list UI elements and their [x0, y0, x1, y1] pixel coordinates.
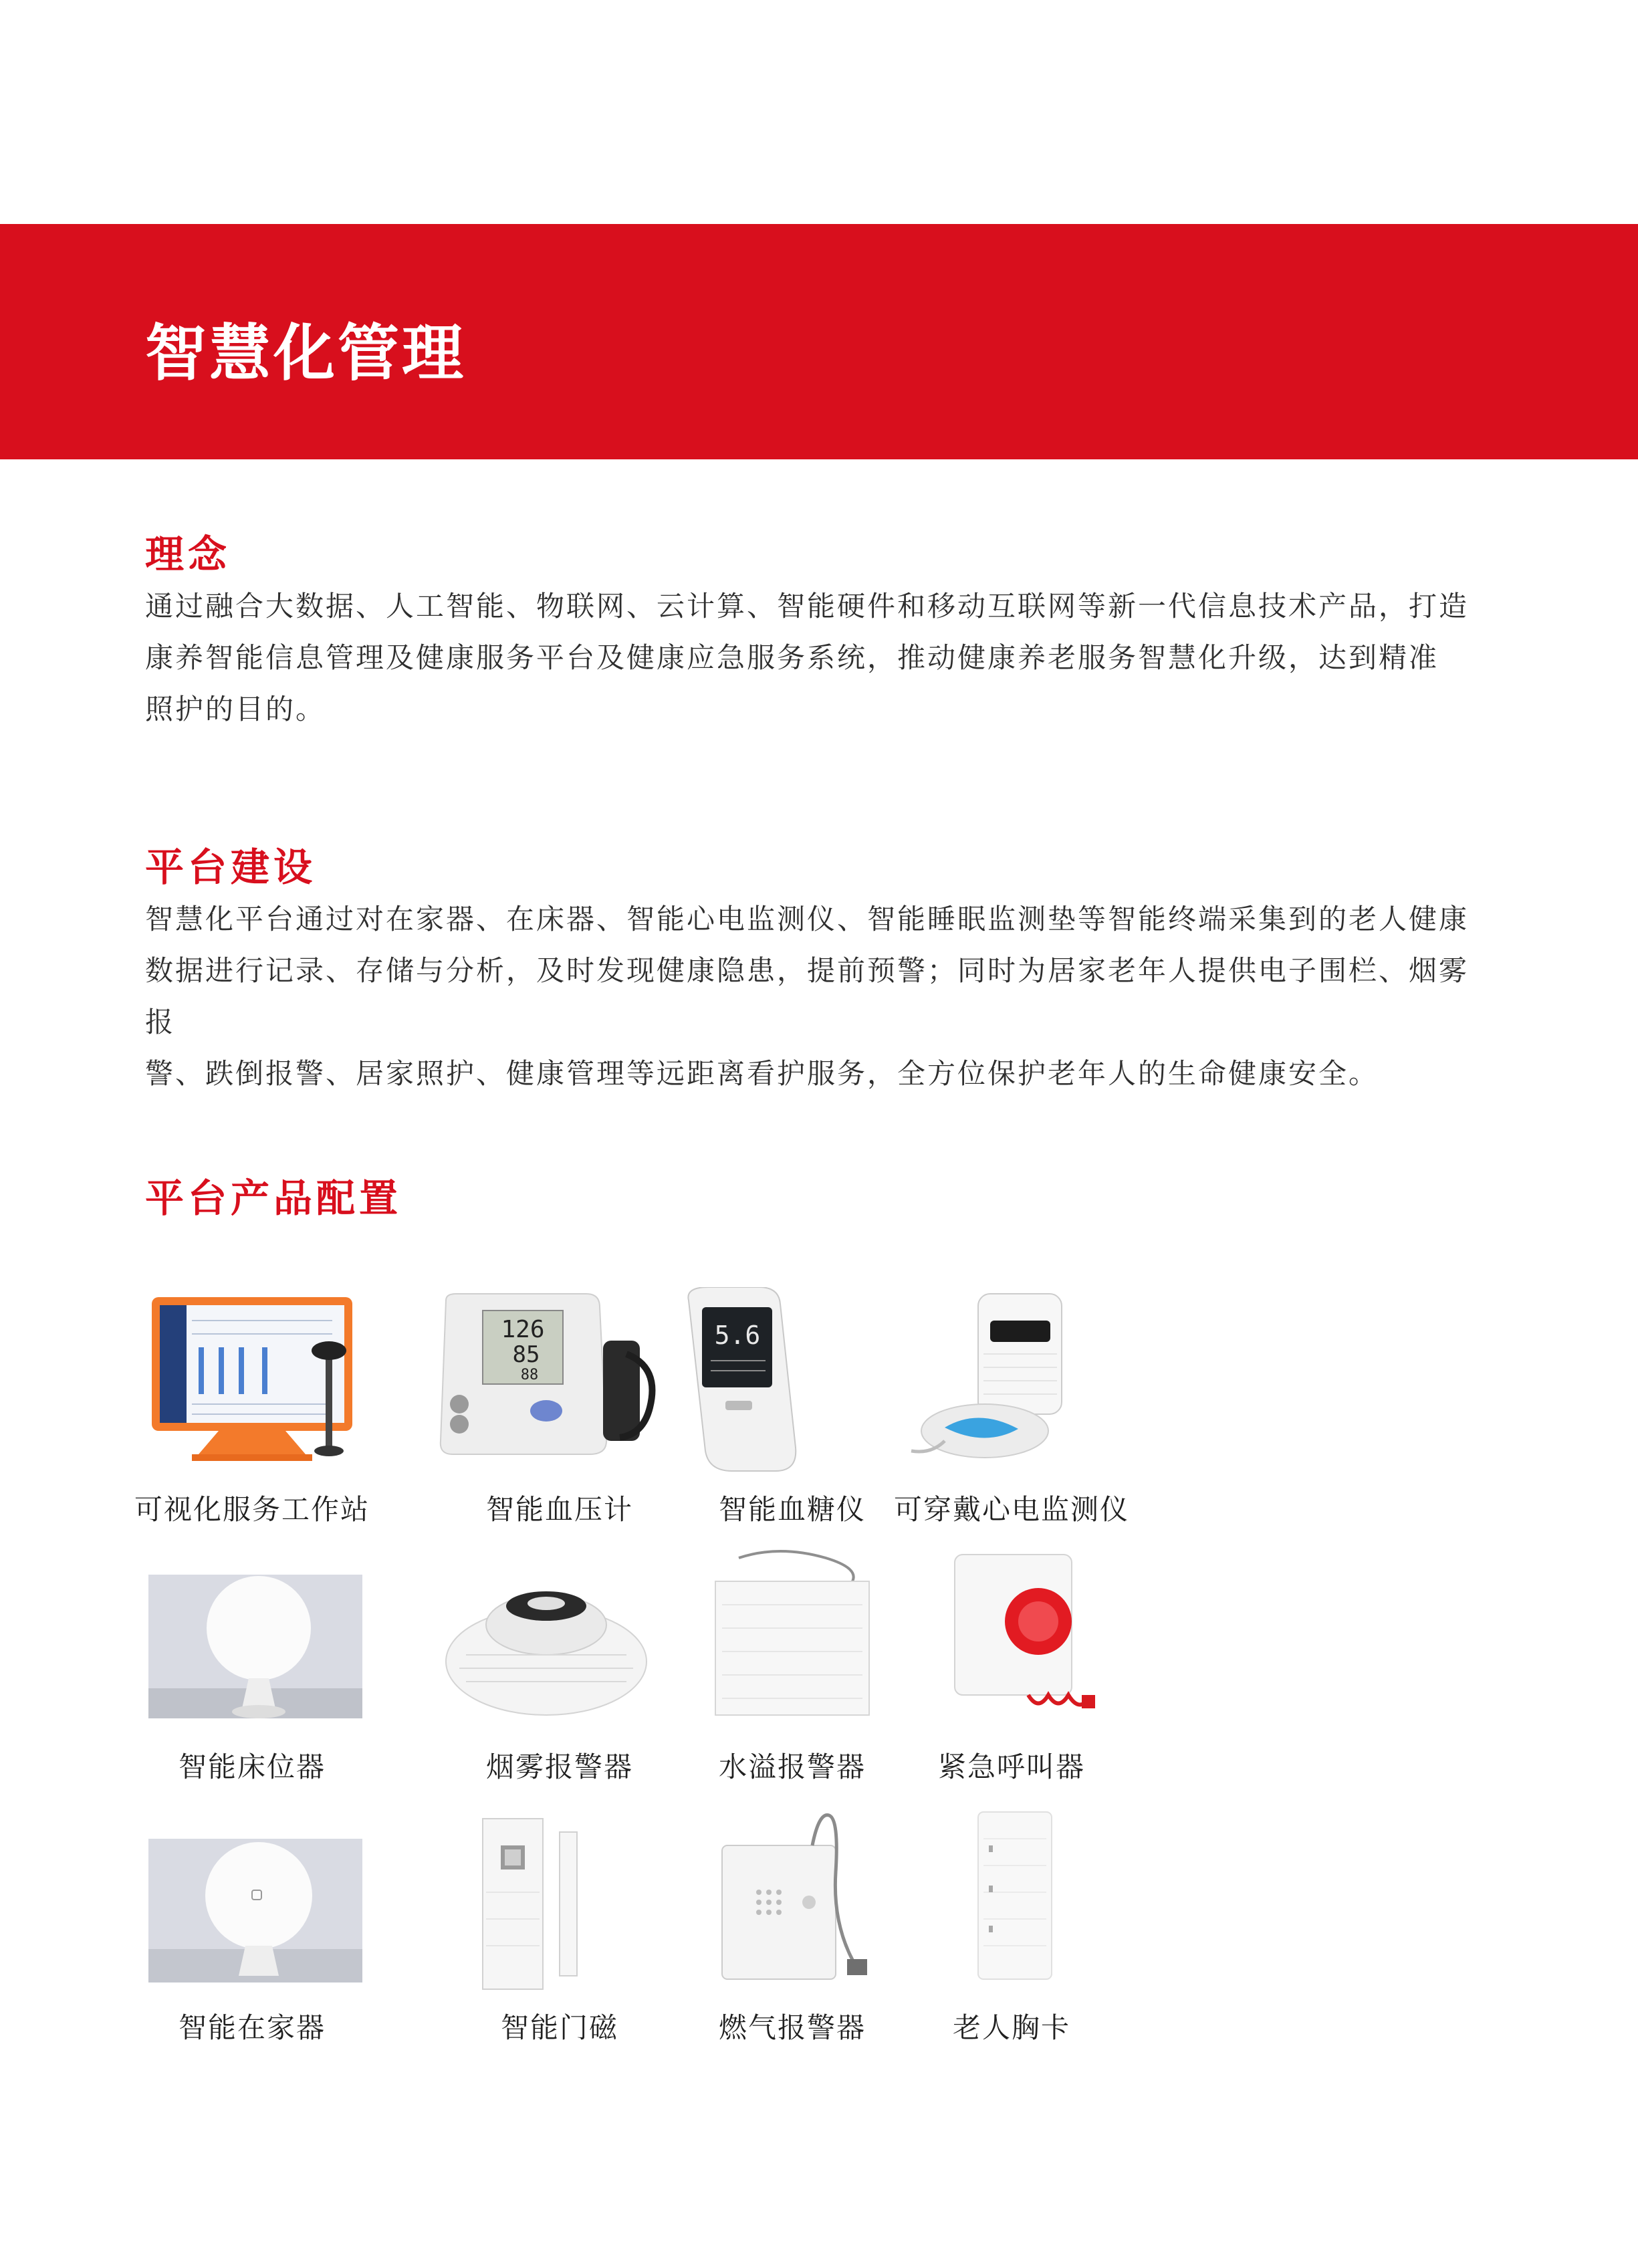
page-title: 智慧化管理 [145, 318, 467, 389]
product-name: 智能血糖仪 [718, 1493, 866, 1526]
product-name: 紧急呼叫器 [937, 1750, 1085, 1783]
section-title-platform: 平台建设 [145, 844, 317, 890]
product-name: 可穿戴心电监测仪 [893, 1493, 1129, 1526]
product-item [878, 1545, 1145, 1792]
product-name: 烟雾报警器 [485, 1750, 633, 1783]
emergency-call-icon [878, 1545, 1145, 1732]
paragraph-line: 警、跌倒报警、居家照护、健康管理等远距离看护服务，全方位保护老年人的生命健康安全。 [145, 1057, 1379, 1090]
concept-paragraph [145, 580, 1489, 735]
paragraph-line: 照护的目的。 [145, 693, 326, 725]
product-item [118, 1287, 386, 1535]
bed-sensor-icon [118, 1545, 386, 1732]
product-name: 燃气报警器 [718, 2011, 866, 2044]
product-name: 智能在家器 [178, 2011, 326, 2044]
paragraph-line: 通过融合大数据、人工智能、物联网、云计算、智能硬件和移动互联网等新一代信息技术产品，打造 [145, 590, 1470, 622]
paragraph-line: 数据进行记录、存储与分析，及时发现健康隐患，提前预警；同时为居家老年人提供电子围栏、烟雾报 [145, 954, 1470, 1038]
home-sensor-icon [118, 1805, 386, 1993]
blood-pressure-monitor-icon [426, 1287, 693, 1474]
product-name: 老人胸卡 [952, 2011, 1070, 2044]
product-name: 可视化服务工作站 [134, 1493, 370, 1526]
product-item [118, 1545, 386, 1792]
header-banner [0, 224, 1638, 459]
badge-card-icon [878, 1805, 1145, 1993]
ecg-monitor-icon [878, 1287, 1145, 1474]
product-name: 水溢报警器 [718, 1750, 866, 1783]
smoke-alarm-icon [426, 1545, 693, 1732]
paragraph-line: 康养智能信息管理及健康服务平台及健康应急服务系统，推动健康养老服务智慧化升级，达到精准 [145, 641, 1439, 674]
product-name: 智能门磁 [500, 2011, 618, 2044]
svg-text:126: 126 [501, 1316, 545, 1343]
product-item [878, 1287, 1145, 1535]
section-title-concept: 理念 [145, 532, 231, 577]
svg-text:88: 88 [520, 1367, 539, 1383]
workstation-icon [118, 1287, 386, 1474]
product-item [878, 1805, 1145, 2053]
product-item [118, 1805, 386, 2053]
section-title-products: 平台产品配置 [145, 1175, 402, 1221]
paragraph-line: 智慧化平台通过对在家器、在床器、智能心电监测仪、智能睡眠监测垫等智能终端采集到的老人健康 [145, 903, 1470, 935]
product-name: 智能床位器 [178, 1750, 326, 1783]
svg-text:85: 85 [512, 1341, 540, 1368]
platform-paragraph [145, 893, 1489, 1099]
svg-text:5.6: 5.6 [714, 1321, 761, 1350]
product-name: 智能血压计 [485, 1493, 633, 1526]
door-sensor-icon [426, 1805, 693, 1993]
